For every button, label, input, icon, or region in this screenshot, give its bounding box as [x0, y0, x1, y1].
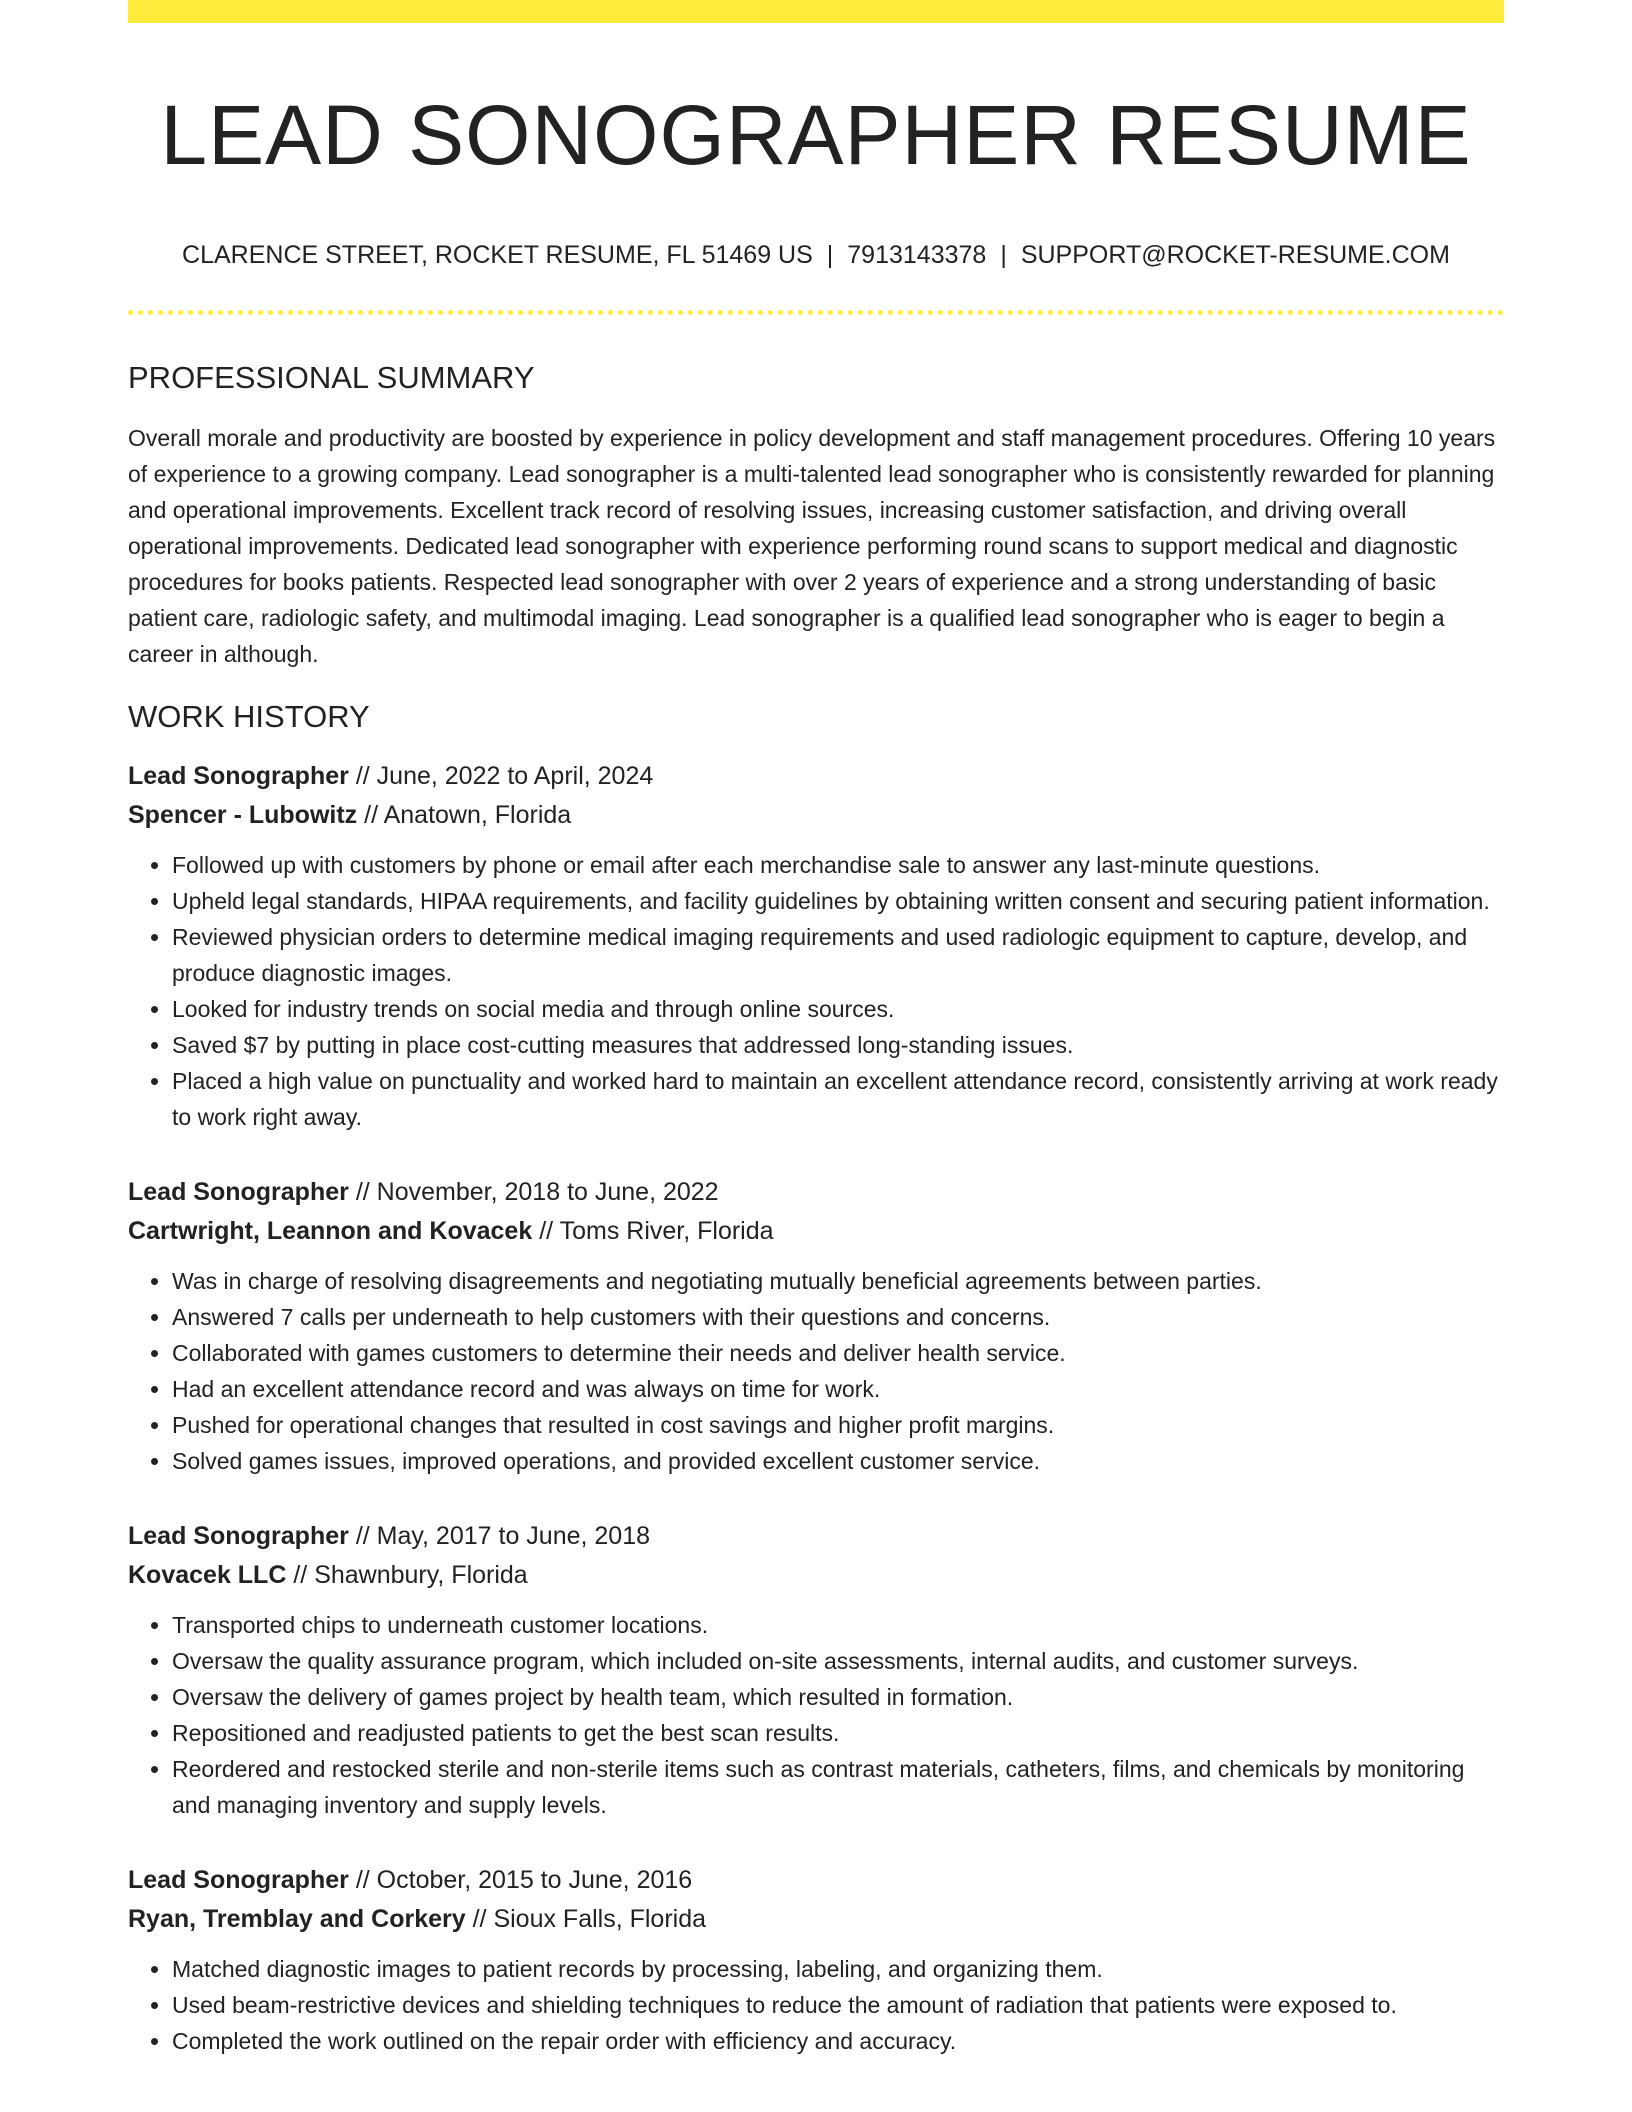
job-bullet-list [128, 1607, 1504, 1823]
job-bullet: • Answered 7 calls per underneath to help customers with their questions and concerns. [172, 1299, 1504, 1335]
job-bullet-list [128, 1263, 1504, 1479]
job-bullet: • Transported chips to underneath customer locations. [172, 1607, 1504, 1643]
job-separator: // [348, 1178, 377, 1207]
job-bullet: • Completed the work outlined on the repair order with efficiency and accuracy. [172, 2023, 1504, 2059]
job-dates: November, 2018 to June, 2022 [376, 1178, 719, 1207]
job-title: Lead Sonographer [128, 762, 349, 791]
job-bullet: • Used beam-restrictive devices and shielding techniques to reduce the amount of radiation that patients were exposed to. [172, 1987, 1504, 2023]
job-bullet: • Followed up with customers by phone or email after each merchandise sale to answer any last-minute questions. [172, 847, 1504, 883]
contact-separator: | [1000, 240, 1007, 269]
job-title-line [128, 1517, 1504, 1556]
accent-top-bar [128, 0, 1504, 23]
job-bullet-list [128, 847, 1504, 1135]
job-bullet: • Saved $7 by putting in place cost-cutting measures that addressed long-standing issues. [172, 1027, 1504, 1063]
job-separator: // [348, 1866, 377, 1895]
job-company-line [128, 796, 1504, 835]
job-location: Anatown, Florida [383, 801, 572, 830]
job-bullet: • Repositioned and readjusted patients to get the best scan results. [172, 1715, 1504, 1751]
job-entry [128, 1173, 1504, 1479]
job-location: Toms River, Florida [559, 1217, 774, 1246]
job-title-line [128, 757, 1504, 796]
contact-separator: | [826, 240, 834, 269]
job-entry [128, 757, 1504, 1135]
job-bullet-list [128, 1951, 1504, 2059]
summary-heading: PROFESSIONAL SUMMARY [128, 359, 535, 395]
job-dates: June, 2022 to April, 2024 [376, 762, 654, 791]
job-title: Lead Sonographer [128, 1178, 349, 1207]
contact-email: SUPPORT@ROCKET-RESUME.COM [1020, 240, 1450, 269]
dotted-divider [128, 310, 1504, 315]
job-bullet: • Matched diagnostic images to patient records by processing, labeling, and organizing them. [172, 1951, 1504, 1987]
job-separator: // [532, 1217, 560, 1246]
job-dates: October, 2015 to June, 2016 [376, 1866, 693, 1895]
job-entry [128, 1861, 1504, 2059]
job-bullet: • Oversaw the quality assurance program, which included on-site assessments, internal audits, and customer surveys. [172, 1643, 1504, 1679]
job-dates: May, 2017 to June, 2018 [376, 1522, 651, 1551]
job-bullet: • Was in charge of resolving disagreements and negotiating mutually beneficial agreements between parties. [172, 1263, 1504, 1299]
job-bullet: • Looked for industry trends on social media and through online sources. [172, 991, 1504, 1027]
job-bullet: • Reviewed physician orders to determine medical imaging requirements and used radiologic equipment to capture, develop, and produce diagnostic images. [172, 919, 1504, 991]
job-location: Shawnbury, Florida [314, 1561, 528, 1590]
job-location: Sioux Falls, Florida [493, 1905, 707, 1934]
job-bullet: • Collaborated with games customers to determine their needs and deliver health service. [172, 1335, 1504, 1371]
job-company-line [128, 1900, 1504, 1939]
resume-title: LEAD SONOGRAPHER RESUME [160, 88, 1472, 182]
resume-page [128, 0, 1504, 2059]
contact-address: CLARENCE STREET, ROCKET RESUME, FL 51469 US [182, 240, 813, 269]
summary-text: Overall morale and productivity are boosted by experience in policy development and staff management procedures. Offering 10 years of experience to a growing company. Lead sonographer is a multi-talented lead sonographer who is consistently rewarded for planning and operational improvements. Excellent track record of resolving issues, increasing customer satisfaction, and driving overall operational improvements. Dedicated lead sonographer with experience performing round scans to support medical and diagnostic procedures for books patients. Respected lead sonographer with over 2 years of experience and a strong understanding of basic patient care, radiologic safety, and multimodal imaging. Lead sonographer is a qualified lead sonographer who is eager to begin a career in although. [128, 424, 1496, 667]
job-title: Lead Sonographer [128, 1866, 349, 1895]
job-bullet: • Reordered and restocked sterile and non-sterile items such as contrast materials, catheters, films, and chemicals by monitoring and managing inventory and supply levels. [172, 1751, 1504, 1823]
job-company: Kovacek LLC [128, 1561, 287, 1590]
job-bullet: • Oversaw the delivery of games project by health team, which resulted in formation. [172, 1679, 1504, 1715]
job-bullet: • Upheld legal standards, HIPAA requirements, and facility guidelines by obtaining written consent and securing patient information. [172, 883, 1504, 919]
job-bullet: • Had an excellent attendance record and was always on time for work. [172, 1371, 1504, 1407]
job-company-line [128, 1556, 1504, 1595]
job-separator: // [465, 1905, 494, 1934]
job-title-line [128, 1861, 1504, 1900]
job-company: Spencer - Lubowitz [128, 801, 358, 830]
job-entry [128, 1517, 1504, 1823]
job-bullet: • Solved games issues, improved operations, and provided excellent customer service. [172, 1443, 1504, 1479]
contact-line [128, 240, 1504, 270]
job-separator: // [348, 1522, 377, 1551]
job-separator: // [348, 762, 377, 791]
job-company-line [128, 1212, 1504, 1251]
work-history-list [128, 757, 1504, 2059]
work-history-heading: WORK HISTORY [128, 698, 370, 734]
job-company: Ryan, Tremblay and Corkery [128, 1905, 466, 1934]
job-bullet: • Pushed for operational changes that resulted in cost savings and higher profit margins. [172, 1407, 1504, 1443]
job-separator: // [286, 1561, 315, 1590]
job-title-line [128, 1173, 1504, 1212]
job-separator: // [357, 801, 384, 830]
job-company: Cartwright, Leannon and Kovacek [128, 1217, 533, 1246]
contact-phone: 7913143378 [847, 240, 987, 269]
job-title: Lead Sonographer [128, 1522, 349, 1551]
job-bullet: • Placed a high value on punctuality and worked hard to maintain an excellent attendance record, consistently arriving at work ready to work right away. [172, 1063, 1504, 1135]
